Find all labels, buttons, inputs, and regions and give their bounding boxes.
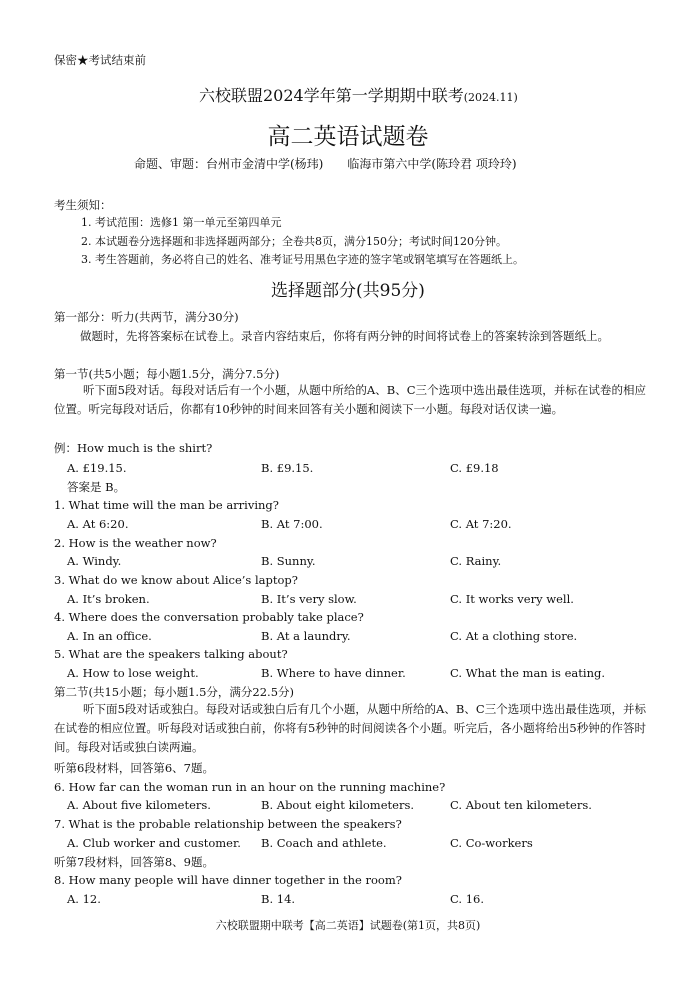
q8-option-a: A. 12. <box>67 892 101 906</box>
q1-option-b: B. At 7:00. <box>261 517 323 531</box>
q7-option-c: C. Co-workers <box>450 836 533 850</box>
q5-option-b: B. Where to have dinner. <box>261 666 406 680</box>
authors-line: 命题、审题：台州市金清中学(杨玮) 临海市第六中学(陈玲君 项玲玲) <box>134 157 517 171</box>
question-5: 5. What are the speakers talking about? <box>54 647 288 661</box>
question-7: 7. What is the probable relationship between the speakers? <box>54 817 402 831</box>
question-4: 4. Where does the conversation probably take place? <box>54 610 364 624</box>
q3-option-c: C. It works very well. <box>450 592 574 606</box>
q5-option-c: C. What the man is eating. <box>450 666 605 680</box>
exam-title <box>199 83 518 106</box>
notice-item: 2. 本试题卷分选择题和非选择题两部分；全卷共8页，满分150分；考试时间120分钟。 <box>81 235 507 248</box>
question-2: 2. How is the weather now? <box>54 536 217 550</box>
q4-option-c: C. At a clothing store. <box>450 629 578 643</box>
example-option-c: C. £9.18 <box>450 461 499 475</box>
q6-option-b: B. About eight kilometers. <box>261 798 415 812</box>
q4-option-a: A. In an office. <box>67 629 152 643</box>
exam-title-text: 六校联盟2024学年第一学期期中联考 <box>199 86 464 105</box>
confidential-mark: 保密★考试结束前 <box>54 53 146 67</box>
material-6-note: 听第6段材料，回答第6、7题。 <box>54 761 214 775</box>
q2-option-a: A. Windy. <box>67 554 122 568</box>
question-1: 1. What time will the man be arriving? <box>54 498 279 512</box>
paper-title: 高二英语试题卷 <box>267 124 429 150</box>
question-8: 8. How many people will have dinner together in the room? <box>54 873 402 887</box>
exam-date: (2024.11) <box>463 91 518 104</box>
q4-option-b: B. At a laundry. <box>261 629 351 643</box>
question-3: 3. What do we know about Alice’s laptop? <box>54 573 298 587</box>
example-option-a: A. £19.15. <box>67 461 127 475</box>
example-option-b: B. £9.15. <box>261 461 314 475</box>
notice-item: 3. 考生答题前，务必将自己的姓名、准考证号用黑色字迹的签字笔或钢笔填写在答题纸上。 <box>81 253 524 266</box>
q6-option-a: A. About five kilometers. <box>67 798 211 812</box>
sec2-heading: 第二节(共15小题；每小题1.5分，满分22.5分) <box>54 685 294 699</box>
q7-option-a: A. Club worker and customer. <box>67 836 241 850</box>
part1-heading: 第一部分：听力(共两节，满分30分) <box>54 310 239 324</box>
q6-option-c: C. About ten kilometers. <box>450 798 592 812</box>
q3-option-b: B. It’s very slow. <box>261 592 357 606</box>
material-7-note: 听第7段材料，回答第8、9题。 <box>54 855 214 869</box>
q1-option-a: A. At 6:20. <box>67 517 129 531</box>
section-title: 选择题部分(共95分) <box>271 281 425 301</box>
sec2-instruction: 听下面5段对话或独白。每段对话或独白后有几个小题，从题中所给的A、B、C三个选项中选出最佳选项，并标在试卷的相应位置。听每段对话或独白前，你将有5秒钟的时间阅读各个小题。听完后，各小题将给出5秒钟的作答时间。每段对话或独白读两遍。 <box>54 702 646 754</box>
example-question: 例：How much is the shirt? <box>54 441 213 455</box>
q2-option-c: C. Rainy. <box>450 554 502 568</box>
sec1-heading: 第一节(共5小题；每小题1.5分，满分7.5分) <box>54 367 280 381</box>
q1-option-c: C. At 7:20. <box>450 517 512 531</box>
question-6: 6. How far can the woman run in an hour on the running machine? <box>54 780 446 794</box>
page-footer: 六校联盟期中联考【高二英语】试题卷(第1页，共8页) <box>215 919 481 932</box>
sec1-instruction: 听下面5段对话。每段对话后有一个小题，从题中所给的A、B、C三个选项中选出最佳选项，并标在试卷的相应位置。听完每段对话后，你都有10秒钟的时间来回答有关小题和阅读下一小题。每段对话仅读一遍。 <box>54 383 646 416</box>
part1-instruction: 做题时，先将答案标在试卷上。录音内容结束后，你将有两分钟的时间将试卷上的答案转涂到答题纸上。 <box>80 329 609 343</box>
q8-option-c: C. 16. <box>450 892 484 906</box>
q5-option-a: A. How to lose weight. <box>67 666 199 680</box>
q7-option-b: B. Coach and athlete. <box>261 836 387 850</box>
notice-heading: 考生须知： <box>54 198 112 212</box>
example-answer: 答案是 B。 <box>67 480 126 494</box>
q2-option-b: B. Sunny. <box>261 554 316 568</box>
notice-item: 1. 考试范围：选修1 第一单元至第四单元 <box>81 216 282 229</box>
q8-option-b: B. 14. <box>261 892 296 906</box>
q3-option-a: A. It’s broken. <box>67 592 150 606</box>
